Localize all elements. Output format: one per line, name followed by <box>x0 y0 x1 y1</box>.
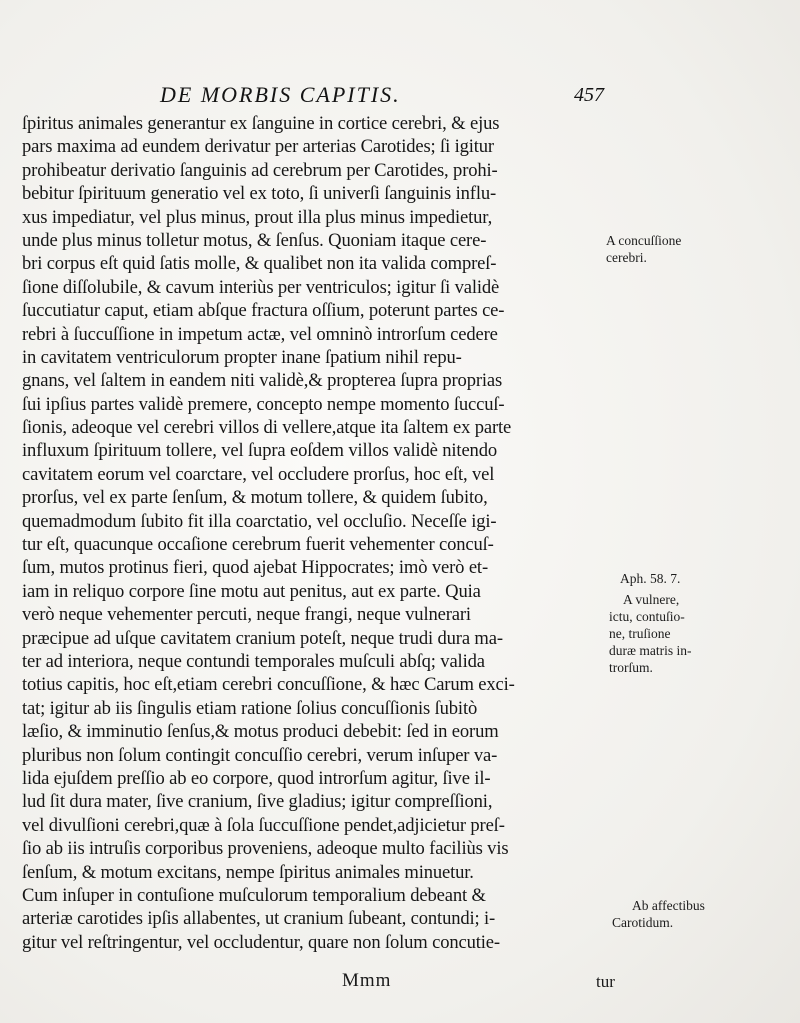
margin-note-carotids <box>612 897 705 931</box>
text-line: pars maxima ad eundem derivatur per arterias Carotides; ſi igitur <box>22 136 494 158</box>
text-line: rebri à ſuccuſſione in impetum actæ, vel omninò introrſum cedere <box>22 323 498 345</box>
text-line: tur eſt, quacunque occaſione cerebrum fuerit vehementer concuſ- <box>22 534 494 556</box>
text-line: ſui ipſius partes validè premere, concepto nempe momento ſuccuſ- <box>22 393 505 415</box>
text-line: lud ſit dura mater, ſive cranium, ſive gladius; igitur compreſſioni, <box>22 791 493 813</box>
margin-note-aphorism-ref <box>620 570 680 587</box>
text-line: ſio ab iis intruſis corporibus proveniens, adeoque multo faciliùs vis <box>22 838 509 860</box>
running-head: DE MORBIS CAPITIS. <box>160 82 401 107</box>
text-line: prohibeatur derivatio ſanguinis ad cerebrum per Carotides, prohi- <box>22 159 498 181</box>
text-line: pluribus non ſolum contingit concuſſio cerebri, verum inſuper va- <box>22 744 498 766</box>
text-line: cavitatem eorum vel coarctare, vel occludere prorſus, hoc eſt, vel <box>22 463 495 485</box>
text-line: in cavitatem ventriculorum propter inane ſpatium nihil repu- <box>22 346 462 368</box>
text-line: ſenſum, & motum excitans, nempe ſpiritus animales minuetur. <box>22 861 474 883</box>
body-text <box>22 112 632 954</box>
margin-note-concussion <box>606 232 681 266</box>
text-line: gnans, vel ſaltem in eandem niti validè,& propterea ſupra proprias <box>22 370 503 392</box>
margin-note-line: ictu, contuſio- <box>609 609 685 624</box>
text-line: præcipue ad uſque cavitatem cranium poteſt, neque trudi dura ma- <box>22 627 503 649</box>
catchword: tur <box>596 972 615 991</box>
text-line: vel divulſioni cerebri,quæ à ſola ſuccuſſione pendet,adjicietur preſ- <box>22 814 505 836</box>
margin-note-line: cerebri. <box>606 250 647 265</box>
margin-note-wound <box>609 591 692 676</box>
text-line: ſum, mutos protinus fieri, quod ajebat Hippocrates; imò verò et- <box>22 557 488 579</box>
margin-note-line: trorſum. <box>609 660 653 675</box>
text-line: ſpiritus animales generantur ex ſanguine in cortice cerebri, & ejus <box>22 113 500 134</box>
signature-mark: Mmm <box>342 970 392 991</box>
text-line: influxum ſpirituum tollere, vel ſupra eoſdem villos validè nitendo <box>22 440 497 462</box>
text-line: gitur vel reſtringentur, vel occludentur, quare non ſolum concutie- <box>22 931 500 953</box>
text-line: verò neque vehementer percuti, neque frangi, neque vulnerari <box>22 604 471 626</box>
text-line: ter ad interiora, neque contundi temporales muſculi abſq; valida <box>22 650 485 672</box>
text-line: Cum inſuper in contuſione muſculorum temporalium debeant & <box>22 884 486 906</box>
margin-note-line: duræ matris in- <box>609 643 692 658</box>
text-line: xus impediatur, vel plus minus, prout illa plus minus impedietur, <box>22 206 493 228</box>
margin-note-line: Carotidum. <box>612 915 674 930</box>
margin-note-line: Aph. 58. 7. <box>620 571 681 586</box>
text-line: iam in reliquo corpore ſine motu aut penitus, aut ex parte. Quia <box>22 580 481 602</box>
text-line: prorſus, vel ex parte ſenſum, & motum tollere, & quidem ſubito, <box>22 487 488 509</box>
text-line: ſionis, adeoque vel cerebri villos di vellere,atque ita ſaltem ex parte <box>22 417 512 439</box>
text-line: tat; igitur ab iis ſingulis etiam ratione ſolius concuſſionis ſubitò <box>22 697 478 719</box>
text-line: totius capitis, hoc eſt,etiam cerebri concuſſione, & hæc Carum exci- <box>22 674 515 696</box>
margin-note-line: Ab affectibus <box>632 898 705 913</box>
page-number: 457 <box>574 84 604 106</box>
text-line: bebitur ſpirituum generatio vel ex toto, ſi univerſi ſanguinis influ- <box>22 183 497 205</box>
text-line: quemadmodum ſubito fit illa coarctatio, vel occluſio. Neceſſe igi- <box>22 510 497 532</box>
text-line: arteriæ carotides ipſis allabentes, ut cranium ſubeant, contundi; i- <box>22 908 496 930</box>
text-line: bri corpus eſt quid ſatis molle, & qualibet non ita valida compreſ- <box>22 253 497 275</box>
text-line: læſio, & imminutio ſenſus,& motus produci debebit: ſed in eorum <box>22 721 499 743</box>
margin-note-line: A vulnere, <box>623 592 680 607</box>
text-line: ſuccutiatur caput, etiam abſque fractura oſſium, poterunt partes ce- <box>22 300 505 322</box>
text-line: lida ejuſdem preſſio ab eo corpore, quod introrſum agitur, ſive il- <box>22 767 491 789</box>
margin-note-line: ne, truſione <box>609 626 671 641</box>
margin-note-line: A concuſſione <box>606 233 682 248</box>
text-line: ſione diſſolubile, & cavum interiùs per ventriculos; igitur ſi validè <box>22 276 500 298</box>
text-line: unde plus minus tolletur motus, & ſenſus. Quoniam itaque cere- <box>22 229 487 251</box>
